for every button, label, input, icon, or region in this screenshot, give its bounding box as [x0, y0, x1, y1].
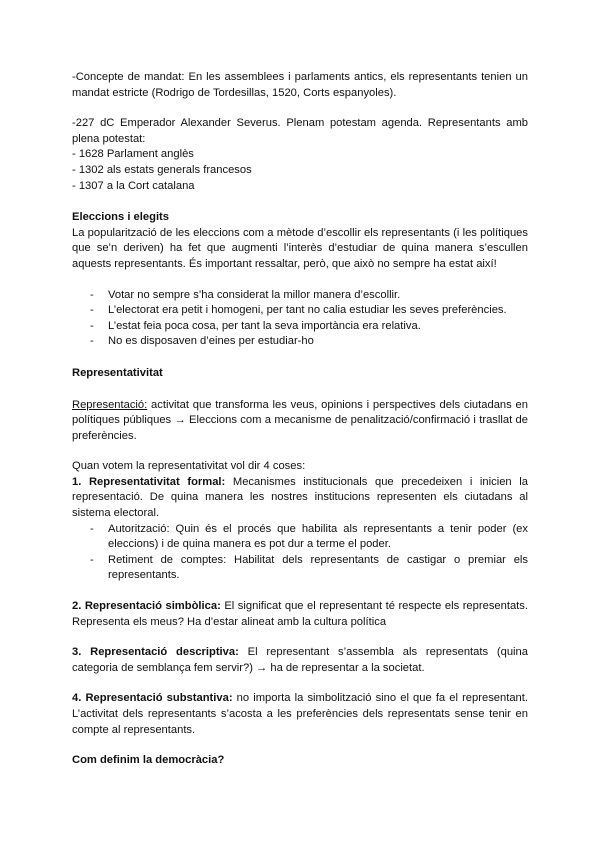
- substantiva-text: no importa la simbolització sino el que fa el representant. L’activitat dels representants s’acosta a les preferències dels representats sense tenir en compte al representants.: [72, 692, 528, 736]
- simbolica-text: El significat que el representant té respecte els representats. Representa els meus? Ha d’estar alineat amb la cultura política: [72, 600, 528, 628]
- severus-item: - 1628 Parlament anglès: [72, 148, 194, 161]
- substantiva-label: 4. Representació substantiva:: [72, 692, 233, 705]
- simbolica-item: [72, 599, 528, 630]
- formal-text: Mecanismes institucionals que precedeixen i inicien la representació. De quina manera les nostres institucions representen els ciutadans al sistema electoral.: [72, 475, 528, 520]
- list-item: - No es disposaven d’eines per estudiar-ho: [72, 334, 528, 350]
- severus-item: - 1302 als estats generals francesos: [72, 163, 252, 176]
- descriptiva-item: [72, 645, 528, 676]
- list-item: - Votar no sempre s’ha considerat la millor manera d’escollir.: [72, 288, 528, 304]
- representativitat-heading: Representativitat: [72, 366, 163, 379]
- simbolica-label: 2. Representació simbòlica:: [72, 600, 221, 613]
- formal-item: [72, 475, 528, 522]
- eleccions-heading: Eleccions i elegits: [72, 211, 170, 224]
- eleccions-paragraph: La popularització de les eleccions com a mètode d’escollir els representants (i les polítiques que se’n deriven) ha fet que augmenti l’interès d’estudiar de quina manera s’escullen aquests representants. És important ressaltar, però, que això no sempre ha estat així!: [72, 226, 528, 270]
- formal-label: 1. Representativitat formal:: [72, 475, 226, 488]
- representativitat-intro: Quan votem la representativitat vol dir 4 coses:: [72, 460, 306, 473]
- eleccions-bullet-list: [72, 288, 528, 350]
- document-page: [72, 70, 528, 769]
- substantiva-item: [72, 691, 528, 738]
- list-item: - L’electorat era petit i homogeni, per tant no calia estudiar les seves preferències.: [72, 303, 528, 319]
- list-item: - Retiment de comptes: Habilitat dels representants de castigar o premiar els representants.: [72, 553, 528, 584]
- definition-term: Representació:: [72, 398, 148, 411]
- severus-item: - 1307 a la Cort catalana: [72, 179, 195, 192]
- descriptiva-text: El representant s’assembla als representats (quina categoria de semblança fem servir?) → ha de representar a la societat.: [72, 646, 528, 674]
- severus-paragraph: -227 dC Emperador Alexander Severus. Plenam potestam agenda. Representants amb plena potestat:: [72, 117, 528, 145]
- democracia-heading: Com definim la democràcia?: [72, 754, 225, 767]
- mandat-paragraph: -Concepte de mandat: En les assemblees i parlaments antics, els representants tenien un mandat estricte (Rodrigo de Tordesillas, 1520, Corts espanyoles).: [72, 71, 528, 99]
- list-item: - L’estat feia poca cosa, per tant la seva importància era relativa.: [72, 319, 528, 335]
- definition-text: activitat que transforma les veus, opinions i perspectives dels ciutadans en polítiques públiques → Eleccions com a mecanisme de penalització/confirmació i trasllat de preferències.: [72, 398, 528, 442]
- list-item: - Autorització: Quin és el procés que habilita als representants a tenir poder (ex eleccions) i de quina manera es pot dur a terme el poder.: [72, 522, 528, 553]
- descriptiva-label: 3. Representació descriptiva:: [72, 646, 239, 659]
- formal-bullet-list: [72, 522, 528, 584]
- representacio-definition: [72, 398, 528, 445]
